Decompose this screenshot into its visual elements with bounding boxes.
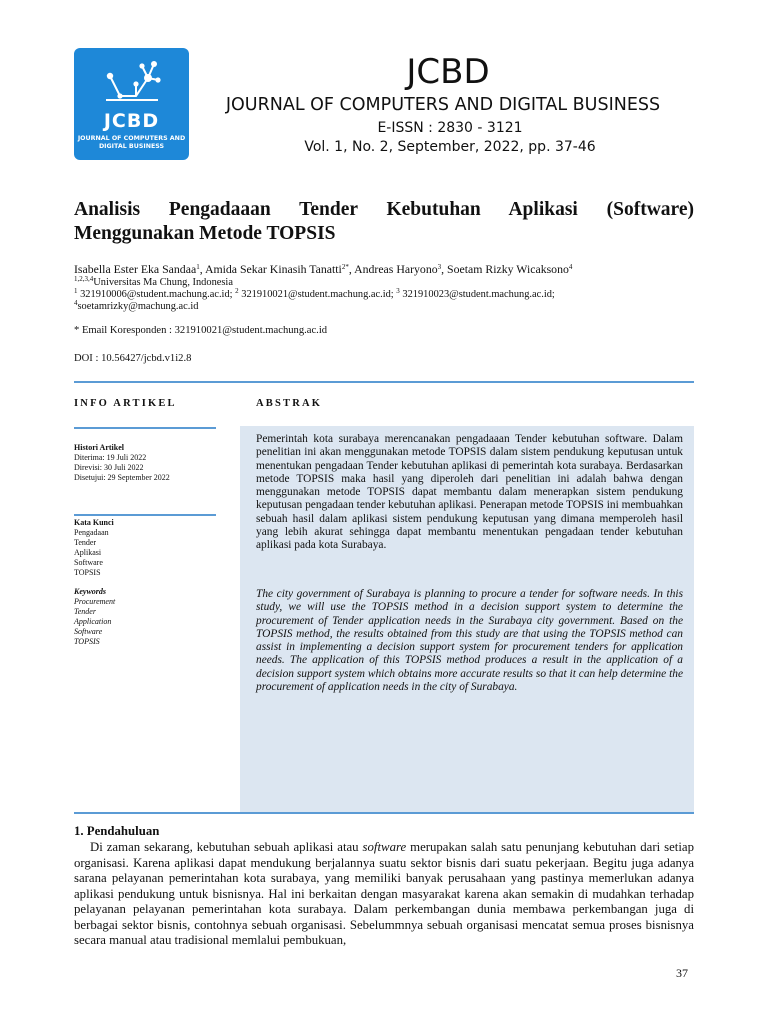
journal-logo bbox=[74, 48, 189, 160]
author-mark: 3 bbox=[437, 263, 442, 271]
journal-full-name: JOURNAL OF COMPUTERS AND DIGITAL BUSINESS bbox=[225, 95, 661, 115]
affiliation-text: Universitas Ma Chung, Indonesia bbox=[93, 277, 233, 288]
affiliation-mark: 1,2,3,4 bbox=[74, 275, 94, 283]
logo-subtitle: JOURNAL OF COMPUTERS AND DIGITAL BUSINESS bbox=[77, 135, 186, 150]
journal-issn: E-ISSN : 2830 - 3121 bbox=[377, 120, 523, 136]
affiliation bbox=[74, 277, 694, 289]
keyword: Software bbox=[74, 558, 103, 567]
email-mark: 4 bbox=[74, 299, 78, 307]
section-heading: 1. Pendahuluan bbox=[74, 824, 160, 838]
section-paragraph bbox=[74, 840, 694, 949]
keywords-id bbox=[74, 518, 224, 578]
email-link[interactable]: 321910021@student.machung.ac.id; bbox=[241, 289, 394, 300]
keyword: TOPSIS bbox=[74, 568, 101, 577]
journal-short-name: JCBD bbox=[406, 52, 490, 92]
author-list: Isabella Ester Eka Sandaa$^1$, Amida Sekar Kinasih Tanatti$^{2*}$, Andreas Haryono$^3$, Soetam Rizky Wicaksono$^4$ bbox=[74, 262, 573, 276]
author-mark: 1 bbox=[196, 263, 200, 271]
keyword: Software bbox=[74, 627, 103, 636]
keyword: TOPSIS bbox=[74, 637, 100, 646]
divider bbox=[74, 812, 694, 814]
keyword: Aplikasi bbox=[74, 548, 102, 557]
accepted-date: Disetujui: 29 September 2022 bbox=[74, 473, 170, 482]
author-name: Soetam Rizky Wicaksono bbox=[447, 262, 569, 276]
article-history bbox=[74, 443, 224, 483]
author-name: Andreas Haryono bbox=[354, 262, 438, 276]
paragraph-text: Di zaman sekarang, kebutuhan sebuah aplikasi atau bbox=[90, 840, 363, 854]
doi[interactable]: DOI : 10.56427/jcbd.v1i2.8 bbox=[74, 353, 192, 364]
divider bbox=[74, 514, 216, 516]
abstract-text-id: Pemerintah kota surabaya merencanakan pengadaaan Tender kebutuhan software. Dalam penelitian ini akan menggunakan metode TOPSIS dalam sistem pendukung keputusan untuk menentukan pengadaan Tender kebutuhan aplikasi di pemerintah kota surabaya. Berdasarkan metode TOPSIS maka hasil yang diperoleh dari penelitian ini adalah bahwa dengan menggunakan metode TOPSIS dapat membantu dalam menerapkan sistem pendukung keputusan pengadaan tender kebutuhan aplikasi. Penerapan metode TOPSIS ini membuahkan sebuah hasil dalam aplikasi sistem pendukung keputusan yang dimana memperoleh hasil yang lebih akurat sehingga dapat membantu menentukan pengadaan tender kebutuhan aplikasi pada kota Surabaya. bbox=[256, 433, 683, 552]
email-mark: 3 bbox=[396, 287, 400, 295]
author-mark: 2* bbox=[341, 263, 349, 271]
email-link[interactable]: soetamrizky@machung.ac.id bbox=[77, 301, 199, 312]
correspondent-email: * Email Koresponden : 321910021@student.machung.ac.id bbox=[74, 325, 328, 336]
abstract-heading: ABSTRAK bbox=[256, 398, 323, 409]
keyword: Procurement bbox=[74, 597, 116, 606]
divider bbox=[74, 381, 694, 383]
history-heading: Histori Artikel bbox=[74, 443, 124, 452]
info-heading: INFO ARTIKEL bbox=[74, 398, 177, 409]
email-mark: 2 bbox=[235, 287, 239, 295]
keyword: Application bbox=[74, 617, 112, 626]
keyword: Tender bbox=[74, 538, 97, 547]
logo-title: JCBD bbox=[103, 110, 160, 132]
keyword: Tender bbox=[74, 607, 96, 616]
keywords-en-heading: Keywords bbox=[74, 587, 106, 596]
email-link[interactable]: 321910023@student.machung.ac.id; bbox=[402, 289, 555, 300]
email-link[interactable]: 321910006@student.machung.ac.id; bbox=[80, 289, 233, 300]
network-icon bbox=[102, 56, 162, 108]
divider bbox=[74, 427, 216, 429]
keywords-en bbox=[74, 587, 224, 647]
author-name: Amida Sekar Kinasih Tanatti bbox=[204, 262, 342, 276]
journal-volume: Vol. 1, No. 2, September, 2022, pp. 37-46 bbox=[304, 139, 596, 155]
abstract-text-en: The city government of Surabaya is planning to procure a tender for software needs. In this study, we will use the TOPSIS method in a decision support system to determine the procurement of Tender application needs in the Surabaya city government. Based on the TOPSIS method, the results obtained from this study are that using the TOPSIS method can assist in implementing a decision support system for procurement tenders for application needs. The application of this TOPSIS method produces a result in the application of a decision support system which obtains more accurate results so that it can help determine the procurement of application needs in the city of Surabaya. bbox=[256, 588, 683, 694]
author-mark: 4 bbox=[568, 263, 573, 271]
author-name: Isabella Ester Eka Sandaa bbox=[74, 262, 197, 276]
keywords-id-heading: Kata Kunci bbox=[74, 518, 114, 527]
received-date: Diterima: 19 Juli 2022 bbox=[74, 453, 147, 462]
keyword: Pengadaan bbox=[74, 528, 109, 537]
paragraph-italic: software bbox=[362, 840, 407, 854]
article-title: Analisis Pengadaaan Tender Kebutuhan Aplikasi (Software) Menggunakan Metode TOPSIS bbox=[74, 199, 694, 244]
author-emails bbox=[74, 289, 694, 313]
email-mark: 1 bbox=[74, 287, 78, 295]
paragraph-text: merupakan salah satu penunjang kebutuhan dari setiap organisasi. Karena aplikasi dapat mendukung berjalannya suatu sektor bisnis dari suatu pekerjaan. Begitu juga adanya sarana pelayanan pemerintahan kota surabaya, yang memiliki banyak perusahaan yang pastinya memerlukan adanya aplikasi pendukung untuk bisnisnya. Hal ini berkaitan dengan masyarakat karena akan semakin di mudahkan terhadap pelayanan pelayanan pemerintahan kota surabaya. Dalam perkembangan dunia membawa perkembangan juga di berbagai sektor bisnis, contohnya sebuah organisasi. Sebelummnya sebuah organisasi mencatat semua proses bisnisnya secara manual atau tradisional memlalui pembukuan, bbox=[74, 840, 694, 947]
page-number: 37 bbox=[676, 966, 688, 980]
revised-date: Direvisi: 30 Juli 2022 bbox=[74, 463, 144, 472]
